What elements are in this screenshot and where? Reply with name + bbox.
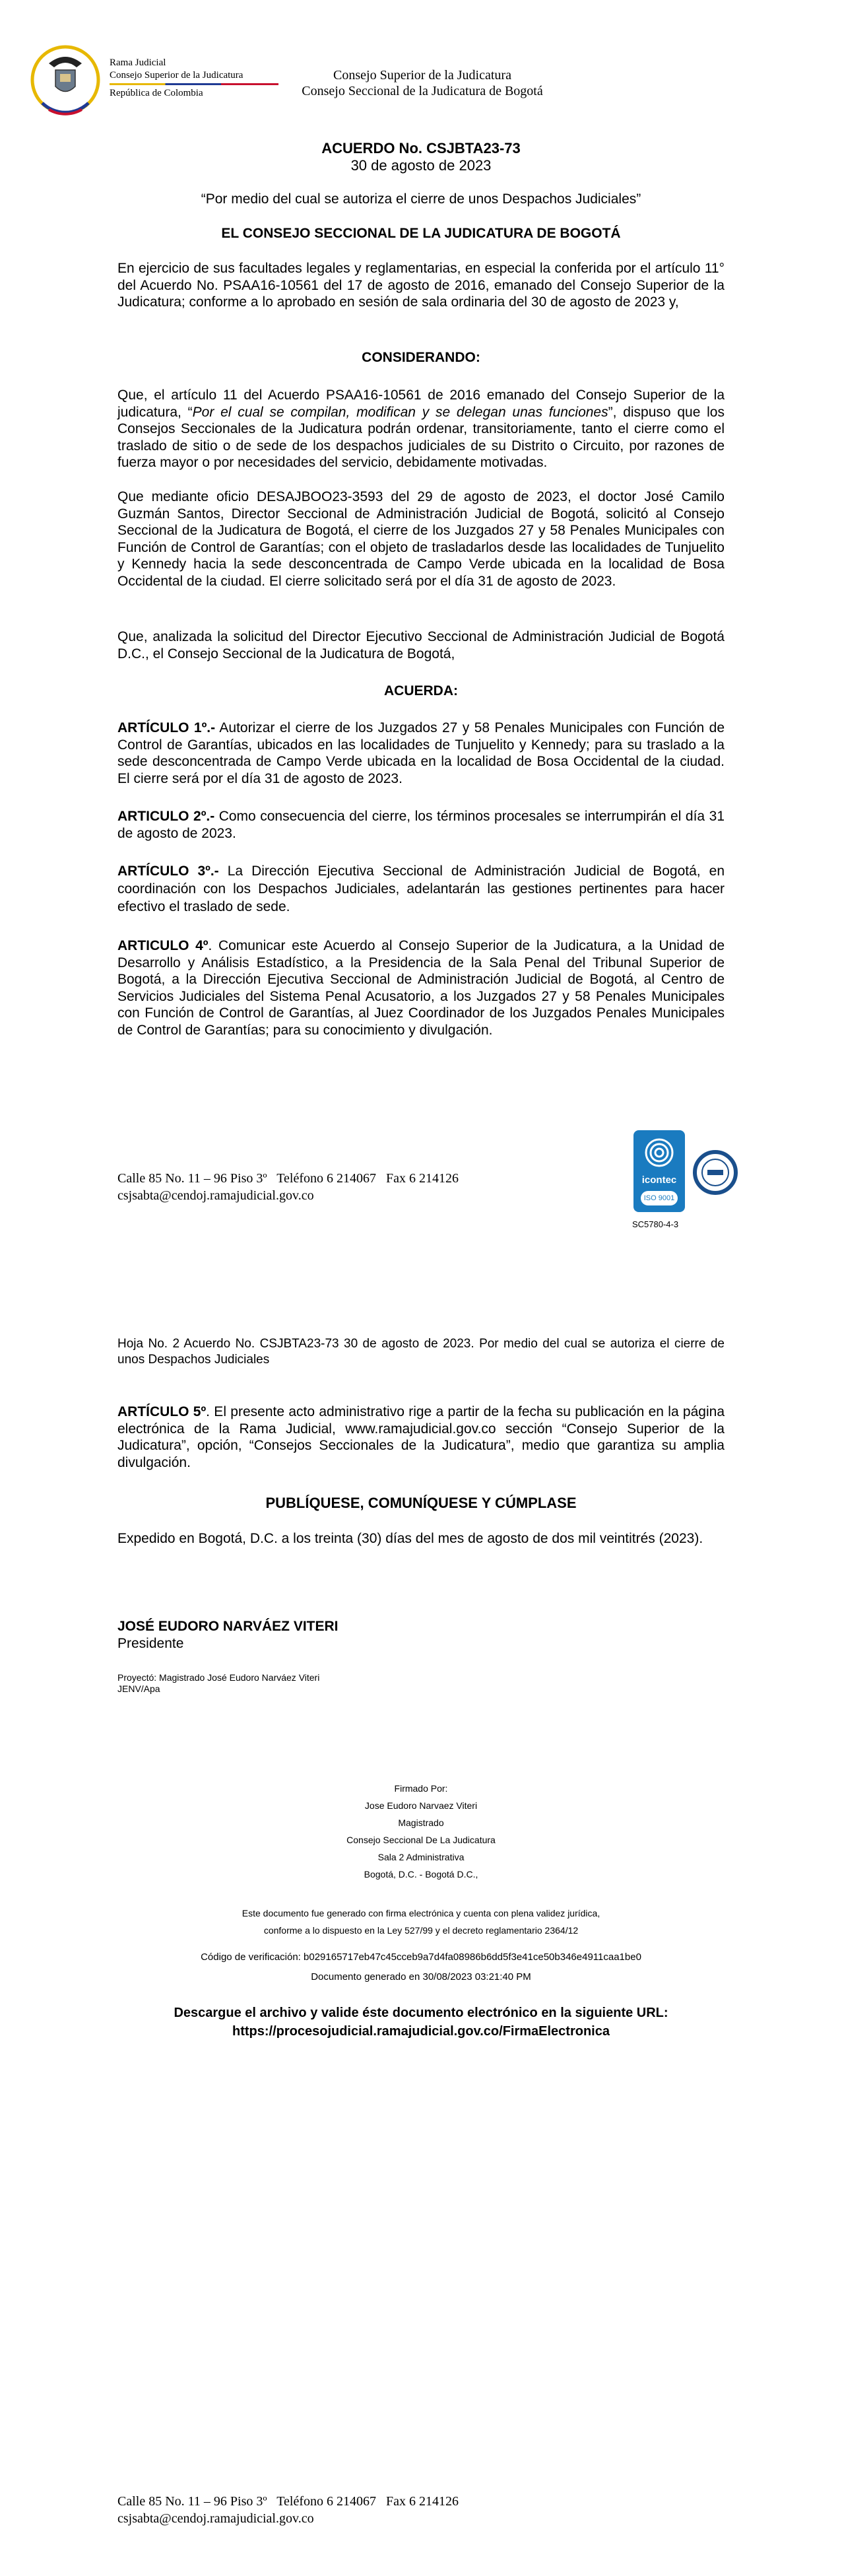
initials-line: JENV/Apa	[117, 1683, 160, 1694]
acuerdo-date: 30 de agosto de 2023	[350, 157, 492, 174]
iqnet-seal-icon	[693, 1150, 738, 1195]
footer-address-1: Calle 85 No. 11 – 96 Piso 3º Teléfono 6 214067 Fax 6 214126	[117, 1171, 459, 1186]
firmado-por: Firmado Por:	[394, 1783, 448, 1794]
header-logo-text	[110, 57, 278, 100]
page2-header: Hoja No. 2 Acuerdo No. CSJBTA23-73 30 de agosto de 2023. Por medio del cual se autoriza el cierre de unos Despachos Judiciales	[117, 1337, 725, 1367]
consid1-text-b: ”, dispuso que los Consejos Seccionales de la Judicatura podrán ordenar, transitoriamente, tanto el cierre como el traslado de sitio o de sede de los despachos judiciales de su Distrito o Circuito, por razones de fuerza mayor o por necesidades del servicio, debidamente motivadas.	[117, 404, 725, 470]
considerando-paragraph-2: Que mediante oficio DESAJBOO23-3593 del 29 de agosto de 2023, el doctor José Camilo Guzmán Santos, Director Seccional de Administración Judicial de Bogotá, solicitó al Consejo Seccional de la Judicatura de Bogotá, el cierre de los Juzgados 27 y 58 Penales Municipales con Función de Control de Garantías; con el objeto de trasladarlos desde las localidades de Tunjuelito y Kennedy hacia la sede desconcentrada de Campo Verde ubicada en la localidad de Bosa Occidental de la ciudad. El cierre solicitado será por el día 31 de agosto de 2023.	[117, 489, 725, 589]
articulo-4-label: ARTICULO 4º	[117, 938, 209, 953]
articulo-3-label: ARTÍCULO 3º.-	[117, 864, 219, 879]
articulo-1	[117, 720, 725, 787]
expedido-paragraph: Expedido en Bogotá, D.C. a los treinta (30) días del mes de agosto de dos mil veintitrés (2023).	[117, 1531, 703, 1546]
articulo-1-text: Autorizar el cierre de los Juzgados 27 y 58 Penales Municipales con Función de Control de Garantías, ubicados en las localidades de Tunjuelito y Kennedy; para su traslado a la sede desconcentrada de Campo Verde ubicada en la localidad de Bosa Occidental de la ciudad. El cierre será por el día 31 de agosto de 2023.	[117, 720, 725, 786]
logo-divider	[110, 83, 278, 85]
iqnet-badge	[693, 1150, 738, 1195]
consid1-text-a: Que, el artículo 11 del Acuerdo PSAA16-10561 de 2016 emanado del Consejo Superior de la judicatura, “	[117, 388, 725, 420]
icontec-iso	[641, 1191, 678, 1205]
articulo-2-label: ARTICULO 2º.-	[117, 809, 215, 824]
logo-line-3: República de Colombia	[110, 88, 203, 98]
signature-block	[117, 1780, 725, 1883]
footer-email-2: csjsabta@cendoj.ramajudicial.gov.co	[117, 2511, 314, 2526]
header-title-line-2: Consejo Seccional de la Judicatura de Bogotá	[302, 84, 543, 98]
signer-name: JOSÉ EUDORO NARVÁEZ VITERI	[117, 1619, 339, 1634]
sig-name: Jose Eudoro Narvaez Viteri	[364, 1800, 478, 1811]
footer-address-2: Calle 85 No. 11 – 96 Piso 3º Teléfono 6 214067 Fax 6 214126	[117, 2494, 459, 2509]
acuerdo-number: ACUERDO No. CSJBTA23-73	[321, 140, 521, 156]
legal-notice	[117, 1905, 725, 1939]
icontec-badge	[633, 1130, 685, 1212]
acuerdo-subject: “Por medio del cual se autoriza el cierre de unos Despachos Judiciales”	[201, 191, 641, 207]
download-line: Descargue el archivo y valide éste documento electrónico en la siguiente URL:	[174, 2006, 668, 2020]
articulo-4	[117, 937, 725, 1038]
articulo-2-text: Como consecuencia del cierre, los términos procesales se interrumpirán el día 31 de agosto de 2023.	[117, 809, 725, 841]
legal-line-2: conforme a lo dispuesto en la Ley 527/99 y el decreto reglamentario 2364/12	[263, 1925, 579, 1936]
icontec-brand: icontec	[641, 1174, 677, 1186]
articulo-3	[117, 862, 725, 916]
considerando-paragraph-1	[117, 387, 725, 471]
articulo-1-label: ARTÍCULO 1º.-	[117, 720, 216, 735]
acuerda-heading: ACUERDA:	[384, 683, 458, 698]
articulo-4-text: . Comunicar este Acuerdo al Consejo Superior de la Judicatura, a la Unidad de Desarrollo y Análisis Estadístico, a la Presidencia de la Sala Penal del Tribunal Superior de Bogotá, a la Dirección Ejecutiva Seccional de Administración Judicial de Bogotá, al Centro de Servicios Judiciales del Sistema Penal Acusatorio, a los Juzgados 27 y 58 Penales Municipales con Función de Control de Garantías, al Juez Coordinador de los Juzgados Penales Municipales de Control de Garantías; para su conocimiento y divulgación.	[117, 938, 725, 1038]
verif-label: Código de verificación:	[201, 1951, 304, 1963]
verif-value: b029165717eb47c45cceb9a7d4fa08986b6dd5f3e41ce50b346e4911caa1be0	[304, 1951, 641, 1963]
sig-sala: Sala 2 Administrativa	[377, 1852, 465, 1862]
articulo-2	[117, 808, 725, 842]
intro-paragraph: En ejercicio de sus facultades legales y reglamentarias, en especial la conferida por el artículo 11° del Acuerdo No. PSAA16-10561 del 17 de agosto de 2016, emanado del Consejo Superior de la Judicatura; conforme a lo aprobado en sesión de sala ordinaria del 30 de agosto de 2023 y,	[117, 261, 725, 310]
logo-line-1: Rama Judicial	[110, 57, 166, 68]
coat-of-arms-icon	[29, 44, 102, 116]
header-logo	[29, 44, 102, 116]
articulo-3-text: La Dirección Ejecutiva Seccional de Administración Judicial de Bogotá, en coordinación con los Despachos Judiciales, adelantarán las gestiones pertinentes para hacer efectivo el traslado de sede.	[117, 864, 725, 914]
articulo-5-label: ARTÍCULO 5º	[117, 1404, 207, 1419]
icontec-fingerprint-icon	[633, 1130, 685, 1176]
icontec-iso-label: ISO 9001	[643, 1194, 675, 1202]
considerando-paragraph-3: Que, analizada la solicitud del Director Ejecutivo Seccional de Administración Judicial de Bogotá D.C., el Consejo Seccional de la Judicatura de Bogotá,	[117, 629, 725, 661]
articulo-5	[117, 1404, 725, 1471]
cert-code: SC5780-4-3	[632, 1219, 679, 1229]
header-title	[277, 67, 567, 99]
publiquese-heading: PUBLÍQUESE, COMUNÍQUESE Y CÚMPLASE	[265, 1495, 577, 1511]
logo-line-2: Consejo Superior de la Judicatura	[110, 70, 243, 81]
legal-line-1: Este documento fue generado con firma electrónica y cuenta con plena validez jurídica,	[242, 1908, 600, 1918]
header-title-line-1: Consejo Superior de la Judicatura	[333, 68, 511, 83]
sig-entity: Consejo Seccional De La Judicatura	[346, 1835, 496, 1845]
sig-role: Magistrado	[398, 1817, 444, 1828]
signer-role: Presidente	[117, 1636, 184, 1651]
articulo-5-text: . El presente acto administrativo rige a partir de la fecha su publicación en la página electrónica de la Rama Judicial, www.ramajudicial.gov.co sección “Consejo Superior de la Judicatura”, opción, “Consejos Seccionales de la Judicatura”, medio que garantiza su amplia divulgación.	[117, 1404, 725, 1470]
sig-city: Bogotá, D.C. - Bogotá D.C.,	[364, 1869, 478, 1880]
footer-email-1: csjsabta@cendoj.ramajudicial.gov.co	[117, 1188, 314, 1203]
generated-date: Documento generado en 30/08/2023 03:21:40 PM	[311, 1971, 531, 1983]
issuer-heading: EL CONSEJO SECCIONAL DE LA JUDICATURA DE BOGOTÁ	[221, 226, 621, 241]
download-url[interactable]: https://procesojudicial.ramajudicial.gov.co/FirmaElectronica	[232, 2024, 610, 2039]
consid1-italic: Por el cual se compilan, modifican y se delegan unas funciones	[192, 404, 608, 420]
verification-code	[117, 1951, 725, 1963]
considerando-heading: CONSIDERANDO:	[362, 350, 480, 365]
proyecto-line: Proyectó: Magistrado José Eudoro Narváez Viteri	[117, 1672, 320, 1683]
